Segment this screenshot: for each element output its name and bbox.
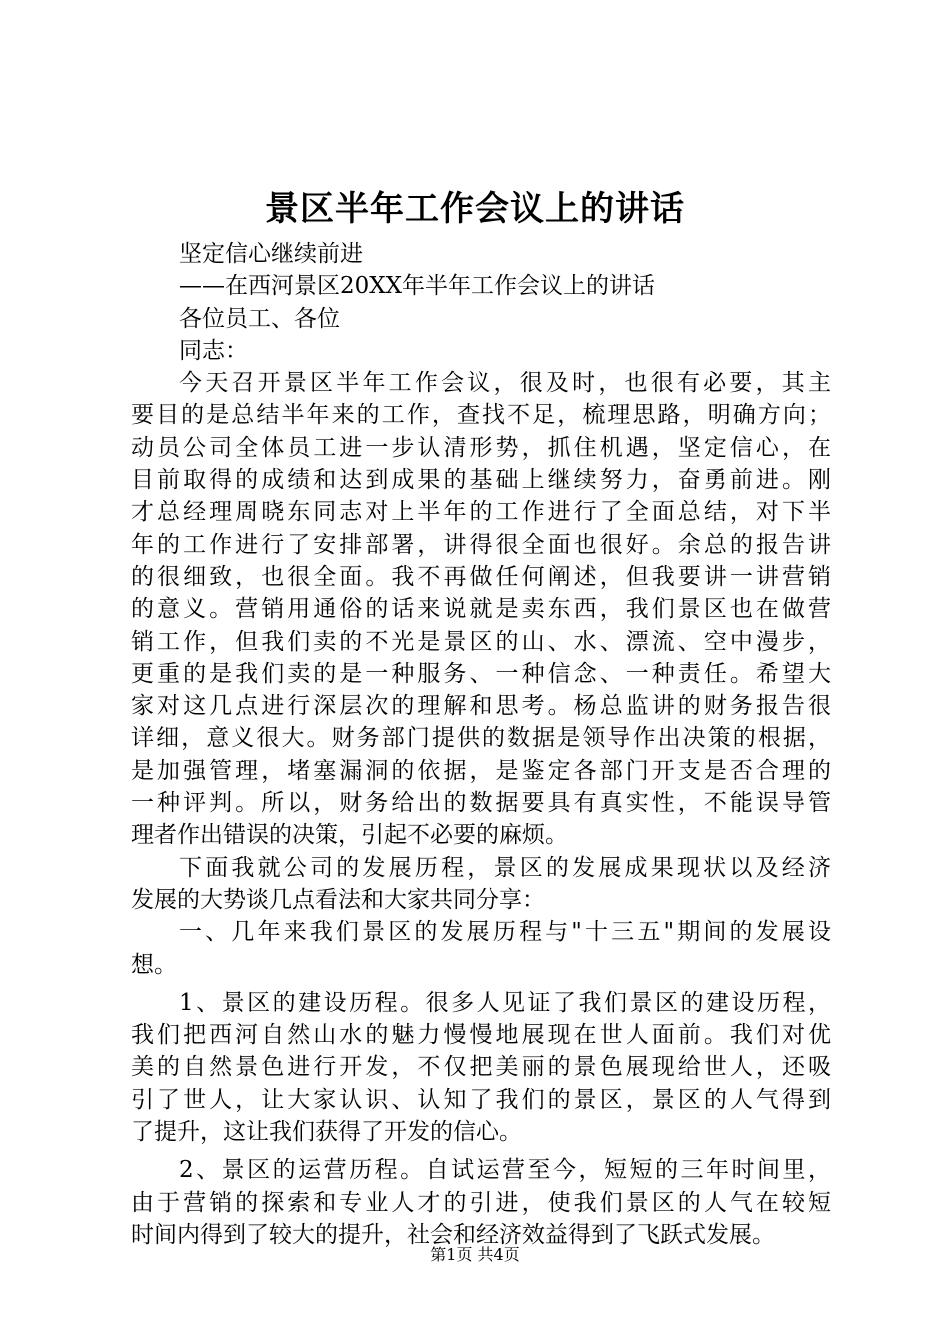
paragraph-line: 的意义。营销用通俗的话来说就是卖东西，我们景区也在做营	[131, 596, 831, 623]
paragraph-line: 的很细致，也很全面。我不再做任何阐述，但我要讲一讲营销	[131, 563, 831, 590]
paragraph-line: 是加强管理，堵塞漏洞的依据，是鉴定各部门开支是否合理的	[131, 757, 831, 784]
paragraph-line: 今天召开景区半年工作会议，很及时，也很有必要，其主	[179, 370, 831, 397]
subtitle-line: 坚定信心继续前进	[179, 241, 363, 267]
paragraph-line: 时间内得到了较大的提升，社会和经济效益得到了飞跃式发展。	[131, 1221, 775, 1248]
section-heading-line: 一、几年来我们景区的发展历程与"十三五"期间的发展设	[179, 919, 831, 946]
paragraph-line: 更重的是我们卖的是一种服务、一种信念、一种责任。希望大	[131, 660, 831, 687]
paragraph-line: 引了世人，让大家认识、认知了我们的景区，景区的人气得到	[131, 1086, 831, 1113]
section-heading-line: 想。	[131, 951, 177, 978]
document-body	[131, 238, 831, 1251]
subtitle-line: ——在西河景区20XX年半年工作会议上的讲话	[179, 273, 656, 300]
paragraph-line: 要目的是总结半年来的工作，查找不足，梳理思路，明确方向；	[131, 402, 831, 429]
paragraph-line: 1、景区的建设历程。很多人见证了我们景区的建设历程，	[179, 989, 831, 1016]
paragraph-line: 由于营销的探索和专业人才的引进，使我们景区的人气在较短	[131, 1189, 831, 1216]
paragraph-line: 一种评判。所以，财务给出的数据要具有真实性，不能误导管	[131, 790, 831, 817]
paragraph-line: 发展的大势谈几点看法和大家共同分享：	[131, 886, 545, 913]
paragraph-line: 目前取得的成绩和达到成果的基础上继续努力，奋勇前进。刚	[131, 467, 831, 494]
salutation-line: 同志：	[179, 337, 248, 364]
paragraph-line: 才总经理周晓东同志对上半年的工作进行了全面总结，对下半	[131, 499, 831, 526]
paragraph-line: 了提升，这让我们获得了开发的信心。	[131, 1119, 522, 1146]
paragraph-line: 年的工作进行了安排部署，讲得很全面也很好。余总的报告讲	[131, 531, 831, 558]
paragraph-line: 理者作出错误的决策，引起不必要的麻烦。	[131, 822, 568, 849]
paragraph-line: 下面我就公司的发展历程，景区的发展成果现状以及经济	[179, 854, 831, 881]
paragraph-line: 详细，意义很大。财务部门提供的数据是领导作出决策的根据，	[131, 725, 831, 752]
paragraph-line: 美的自然景色进行开发，不仅把美丽的景色展现给世人，还吸	[131, 1054, 831, 1081]
document-title: 景区半年工作会议上的讲话	[265, 189, 685, 229]
salutation-line: 各位员工、各位	[179, 305, 340, 332]
paragraph-line: 家对这几点进行深层次的理解和思考。杨总监讲的财务报告很	[131, 693, 831, 720]
paragraph-line: 我们把西河自然山水的魅力慢慢地展现在世人面前。我们对优	[131, 1022, 831, 1049]
paragraph-line: 动员公司全体员工进一步认清形势，抓住机遇，坚定信心，在	[131, 434, 831, 461]
page-number: 第1页 共4页	[430, 1245, 520, 1264]
paragraph-line: 2、景区的运营历程。自试运营至今，短短的三年时间里，	[179, 1157, 831, 1184]
paragraph-line: 销工作，但我们卖的不光是景区的山、水、漂流、空中漫步，	[131, 628, 831, 655]
